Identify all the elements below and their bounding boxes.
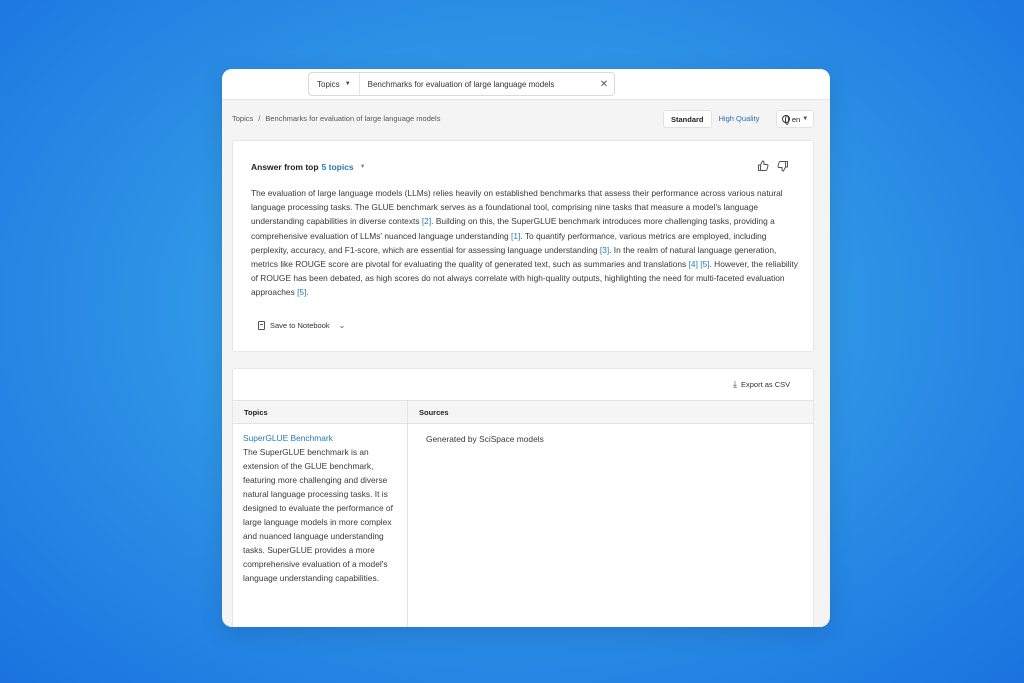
topics-count-link[interactable]: 5 topics — [321, 162, 354, 172]
citation-link[interactable]: [1] — [511, 230, 521, 241]
breadcrumb-root[interactable]: Topics — [232, 114, 254, 123]
caret-down-icon[interactable]: ▼ — [359, 164, 366, 170]
standard-mode-button[interactable]: Standard — [663, 110, 712, 128]
answer-text-segment: . However, the reliability of ROUGE has been debated, as high scores do not always correlate with high-quality outputs, highlighting the need for multi-faceted evaluation approaches — [251, 259, 798, 298]
search-scope-dropdown[interactable] — [309, 73, 360, 95]
save-to-notebook-label: Save to Notebook — [270, 321, 330, 330]
save-to-notebook-button[interactable] — [258, 321, 345, 330]
citation-link[interactable]: [2] — [421, 216, 432, 227]
citation-link[interactable]: [5] — [700, 259, 710, 270]
thumbs-up-icon[interactable] — [757, 160, 769, 172]
top-bar — [222, 69, 830, 100]
breadcrumb-separator: / — [258, 114, 261, 123]
topic-title-link[interactable]: SuperGLUE Benchmark — [243, 433, 333, 443]
search-scope-label: Topics — [317, 79, 340, 89]
export-csv-button[interactable] — [733, 379, 790, 390]
answer-text-segment: . In the realm of natural language generation, metrics like ROUGE score are pivotal for evaluating the quality of generated text, such as summaries and translations — [251, 244, 777, 270]
answer-text-segment: . To quantify performance, various metrics are employed, including perplexity, accuracy, and F1-score, which are essential for assessing language understanding — [251, 230, 767, 255]
citation-link[interactable]: [5] — [297, 287, 307, 298]
answer-text — [251, 186, 801, 300]
answer-text-segment: . — [306, 287, 309, 298]
column-header-sources: Sources — [419, 408, 449, 417]
download-icon: ⤓ — [733, 379, 737, 389]
answer-text-segment: . Building on this, the SuperGLUE benchmark introduces more challenging tasks, providing a comprehensive evaluation of LLMs' nuanced language understanding — [251, 216, 775, 241]
answer-heading — [251, 162, 366, 172]
feedback-buttons — [757, 160, 789, 172]
topic-description: The SuperGLUE benchmark is an extension of the GLUE benchmark, featuring more challenging and diverse natural language processing tasks. It is designed to evaluate the performance of large language models in more complex and nuanced language understanding tasks. SuperGLUE provides a more comprehensive evaluation of a model's language understanding capabilities. — [243, 447, 393, 583]
notebook-icon — [258, 321, 265, 330]
thumbs-down-icon[interactable] — [777, 160, 789, 172]
citation-link[interactable]: [4] — [688, 259, 698, 270]
language-select[interactable] — [776, 110, 814, 128]
high-quality-mode-button[interactable]: High Quality — [718, 114, 760, 123]
language-label: en — [791, 114, 801, 124]
answer-card — [232, 140, 814, 352]
breadcrumb-current: Benchmarks for evaluation of large language models — [265, 114, 441, 123]
breadcrumb — [232, 114, 440, 123]
mode-toggle — [663, 110, 766, 128]
export-csv-label: Export as CSV — [740, 380, 791, 389]
app-window — [222, 69, 830, 627]
table-header — [233, 400, 813, 424]
chevron-down-icon[interactable]: ⌄ — [338, 321, 346, 330]
table-row-source-cell: Generated by SciSpace models — [426, 434, 544, 444]
citation-link[interactable]: [3] — [599, 244, 610, 255]
results-table-card — [232, 368, 814, 627]
answer-heading-label: Answer from top — [251, 162, 319, 172]
table-row-topic-cell — [243, 433, 395, 585]
caret-down-icon: ▼ — [344, 81, 351, 87]
column-divider — [407, 400, 408, 627]
clear-search-icon[interactable]: ✕ — [599, 78, 609, 90]
search-bar — [308, 72, 615, 96]
globe-icon — [782, 115, 790, 123]
column-header-topics: Topics — [244, 408, 268, 417]
search-input[interactable]: Benchmarks for evaluation of large language models — [367, 79, 555, 89]
answer-text-segment: The evaluation of large language models (LLMs) relies heavily on established benchmarks that assess their performance across various natural language processing tasks. The GLUE benchmark serves as a foundational tool, comprising nine tasks that measure a model's language understanding capabilities in diverse contexts — [251, 188, 783, 227]
caret-down-icon: ▼ — [802, 116, 809, 122]
